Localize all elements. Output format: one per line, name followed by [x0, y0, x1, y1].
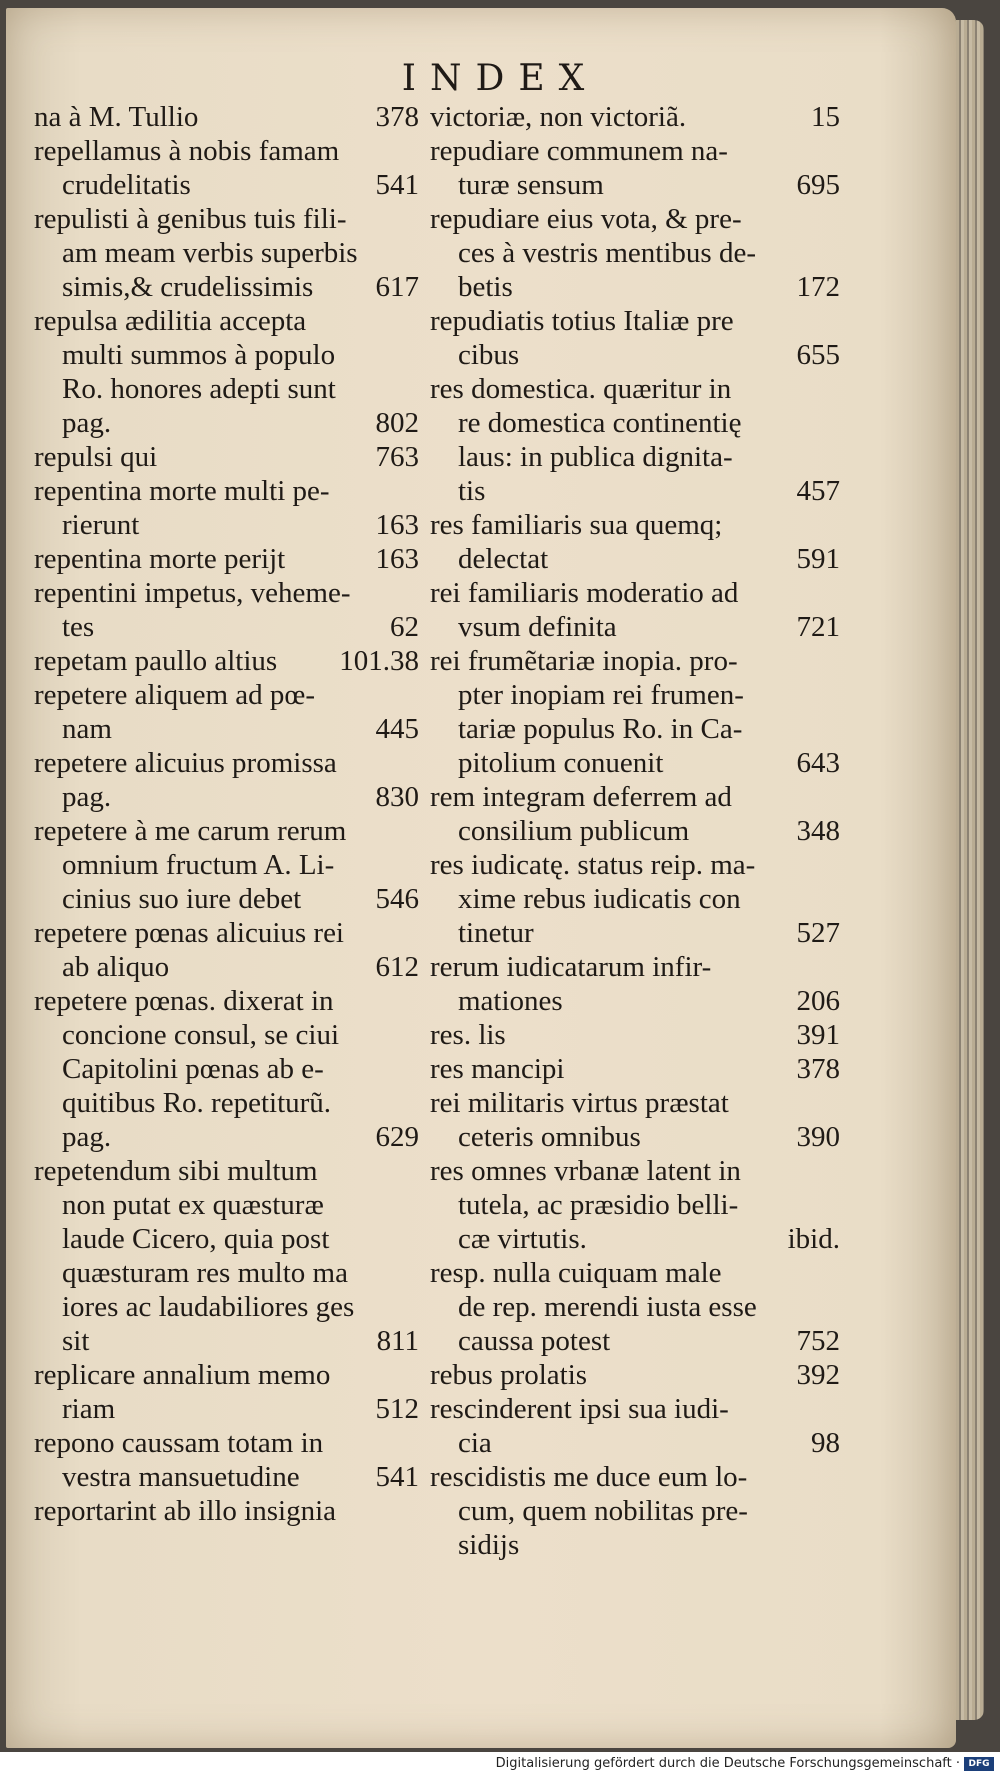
index-entry-line [430, 848, 840, 882]
entry-text: repetere aliquem ad pœ- [34, 679, 315, 711]
index-entry-line [34, 746, 419, 780]
entry-text: vsum definita [458, 611, 617, 643]
entry-text: pag. [62, 407, 112, 439]
entry-text: rierunt [62, 509, 140, 541]
index-entry [430, 848, 840, 950]
entry-text: sit [62, 1325, 90, 1357]
index-entry-line [34, 1392, 419, 1426]
index-entry-line [430, 406, 840, 440]
entry-text: riam [62, 1393, 116, 1425]
entry-text: delectat [458, 543, 549, 575]
entry-text: res iudicatę. status reip. ma- [430, 849, 756, 881]
index-entry [34, 1154, 419, 1358]
entry-text: na à M. Tullio [34, 101, 199, 133]
page-reference: 695 [796, 169, 840, 201]
index-entry-line [430, 1528, 840, 1562]
entry-text: tutela, ac præsidio belli- [458, 1189, 739, 1221]
page-reference: 655 [796, 339, 840, 371]
page-reference: ibid. [787, 1223, 840, 1255]
index-entry-line [34, 202, 419, 236]
index-entry [430, 644, 840, 780]
entry-text: mationes [458, 985, 563, 1017]
index-entry [430, 372, 840, 508]
index-entry-line [430, 202, 840, 236]
index-entry-line [430, 712, 840, 746]
page-reference: 348 [796, 815, 840, 847]
index-entry-line [430, 1256, 840, 1290]
page-reference: 98 [811, 1427, 840, 1459]
index-entry [34, 678, 419, 746]
entry-text: de rep. merendi iusta esse [458, 1291, 757, 1323]
footer-bar [0, 1752, 1000, 1776]
index-entry-line [34, 1426, 419, 1460]
entry-text: pter inopiam rei frumen- [458, 679, 744, 711]
entry-text: cibus [458, 339, 520, 371]
index-entry [34, 984, 419, 1154]
index-entry [430, 1154, 840, 1256]
entry-text: repetere à me carum rerum [34, 815, 347, 847]
index-entry-line [34, 1154, 419, 1188]
index-entry [430, 780, 840, 848]
page-reference: 802 [375, 407, 419, 439]
index-entry [34, 100, 419, 134]
index-entry-line [34, 338, 419, 372]
index-entry-line [34, 100, 419, 134]
entry-text: pag. [62, 781, 112, 813]
index-entry [430, 1392, 840, 1460]
entry-text: res. lis [430, 1019, 506, 1051]
index-entry-line [430, 1120, 840, 1154]
entry-text: res mancipi [430, 1053, 565, 1085]
page-reference: 15 [811, 101, 840, 133]
entry-text: ceteris omnibus [458, 1121, 641, 1153]
index-entry-line [430, 1018, 840, 1052]
index-entry-line [430, 1188, 840, 1222]
index-entry-line [34, 678, 419, 712]
page-reference: 378 [796, 1053, 840, 1085]
index-entry-line [34, 304, 419, 338]
page-reference: 527 [796, 917, 840, 949]
index-entry-line [430, 134, 840, 168]
index-entry-line [430, 576, 840, 610]
index-entry-line [430, 950, 840, 984]
page-reference: 629 [375, 1121, 419, 1153]
entry-text: repudiatis totius Italiæ pre [430, 305, 734, 337]
index-entry-line [430, 916, 840, 950]
index-entry [430, 576, 840, 644]
index-entry [430, 202, 840, 304]
entry-text: laus: in publica dignita- [458, 441, 733, 473]
index-entry-line [34, 950, 419, 984]
index-entry [430, 1460, 840, 1562]
index-entry-line [34, 1222, 419, 1256]
index-entry-line [34, 1290, 419, 1324]
index-entry-line [430, 168, 840, 202]
index-entry-line [430, 474, 840, 508]
entry-text: repulisti à genibus tuis fili- [34, 203, 347, 235]
index-column-left [34, 100, 419, 1528]
index-entry-line [34, 474, 419, 508]
entry-text: am meam verbis superbis [62, 237, 358, 269]
entry-text: cia [458, 1427, 492, 1459]
page-reference: 457 [796, 475, 840, 507]
index-entry [34, 814, 419, 916]
index-entry-line [430, 440, 840, 474]
index-entry-line [430, 270, 840, 304]
index-entry-line [34, 644, 419, 678]
entry-text: xime rebus iudicatis con [458, 883, 741, 915]
dfg-logo: DFG [964, 1757, 994, 1771]
entry-text: quitibus Ro. repetiturũ. [62, 1087, 332, 1119]
index-entry-line [430, 1494, 840, 1528]
entry-text: rei frumẽtariæ inopia. pro- [430, 645, 738, 677]
entry-text: Capitolini pœnas ab e- [62, 1053, 324, 1085]
entry-text: cinius suo iure debet [62, 883, 302, 915]
index-entry-line [34, 780, 419, 814]
entry-text: repetere pœnas. dixerat in [34, 985, 334, 1017]
entry-text: repetam paullo altius [34, 645, 278, 677]
index-entry [430, 1052, 840, 1086]
entry-text: cæ virtutis. [458, 1223, 587, 1255]
index-entry [34, 542, 419, 576]
entry-text: repentina morte perijt [34, 543, 286, 575]
index-entry-line [34, 576, 419, 610]
entry-text: turæ sensum [458, 169, 604, 201]
entry-text: repentina morte multi pe- [34, 475, 330, 507]
entry-text: reportarint ab illo insignia [34, 1495, 337, 1527]
footer-credit: Digitalisierung gefördert durch die Deutsche Forschungsgemeinschaft · [495, 1756, 960, 1771]
entry-text: rei militaris virtus præstat [430, 1087, 729, 1119]
index-entry-line [430, 372, 840, 406]
page-reference: 390 [796, 1121, 840, 1153]
entry-text: nam [62, 713, 112, 745]
index-entry [430, 1086, 840, 1154]
index-entry-line [34, 1120, 419, 1154]
index-entry [34, 474, 419, 542]
index-entry [430, 1018, 840, 1052]
index-entry-line [430, 1052, 840, 1086]
index-entry-line [34, 1188, 419, 1222]
page-reference: 172 [796, 271, 840, 303]
page-reference: 512 [375, 1393, 419, 1425]
entry-text: ces à vestris mentibus de- [458, 237, 756, 269]
entry-text: rerum iudicatarum infir- [430, 951, 712, 983]
index-entry-line [34, 406, 419, 440]
index-entry-line [430, 882, 840, 916]
entry-text: concione consul, se ciui [62, 1019, 340, 1051]
entry-text: iores ac laudabiliores ges [62, 1291, 355, 1323]
index-entry-line [430, 1392, 840, 1426]
entry-text: laude Cicero, quia post [62, 1223, 330, 1255]
entry-text: repellamus à nobis famam [34, 135, 340, 167]
page-reference: 763 [375, 441, 419, 473]
index-entry [34, 440, 419, 474]
index-entry-line [430, 814, 840, 848]
index-entry-line [430, 984, 840, 1018]
page-reference: 541 [375, 1461, 419, 1493]
entry-text: res omnes vrbanæ latent in [430, 1155, 741, 1187]
index-entry [430, 1358, 840, 1392]
entry-text: repetere alicuius promissa [34, 747, 337, 779]
page-reference: 163 [375, 509, 419, 541]
entry-text: replicare annalium memo [34, 1359, 331, 1391]
page-reference: 62 [390, 611, 419, 643]
index-entry-line [34, 1018, 419, 1052]
entry-text: repetendum sibi multum [34, 1155, 318, 1187]
index-entry-line [34, 1358, 419, 1392]
entry-text: repudiare communem na- [430, 135, 728, 167]
index-entry-line [34, 610, 419, 644]
entry-text: res familiaris sua quemq; [430, 509, 723, 541]
entry-text: tinetur [458, 917, 534, 949]
entry-text: simis,& crudelissimis [62, 271, 314, 303]
page-reference: 830 [375, 781, 419, 813]
entry-text: rescidistis me duce eum lo- [430, 1461, 748, 1493]
page-reference: 617 [375, 271, 419, 303]
index-entry [34, 1494, 419, 1528]
entry-text: caussa potest [458, 1325, 611, 1357]
entry-text: repono caussam totam in [34, 1427, 324, 1459]
entry-text: sidijs [458, 1529, 520, 1561]
index-entry-line [34, 712, 419, 746]
index-entry [34, 304, 419, 440]
page-reference: 541 [375, 169, 419, 201]
index-entry-line [430, 1290, 840, 1324]
page-reference: 591 [796, 543, 840, 575]
page-reference: 378 [375, 101, 419, 133]
entry-text: rei familiaris moderatio ad [430, 577, 739, 609]
index-entry-line [34, 1494, 419, 1528]
index-entry-line [430, 1222, 840, 1256]
index-entry [34, 134, 419, 202]
index-entry [430, 508, 840, 576]
index-entry-line [34, 372, 419, 406]
index-entry-line [34, 440, 419, 474]
index-entry-line [34, 882, 419, 916]
index-entry [34, 746, 419, 814]
page-reference: 643 [796, 747, 840, 779]
index-entry-line [430, 1460, 840, 1494]
index-entry-line [34, 916, 419, 950]
entry-text: repetere pœnas alicuius rei [34, 917, 344, 949]
index-entry-line [430, 338, 840, 372]
entry-text: repulsi qui [34, 441, 158, 473]
index-entry-line [34, 236, 419, 270]
page-reference: 811 [376, 1325, 419, 1357]
page-reference: 101.38 [339, 645, 419, 677]
index-entry-line [34, 270, 419, 304]
entry-text: rem integram deferrem ad [430, 781, 732, 813]
entry-text: quæsturam res multo ma [62, 1257, 348, 1289]
index-entry-line [34, 168, 419, 202]
page-reference: 392 [796, 1359, 840, 1391]
entry-text: repudiare eius vota, & pre- [430, 203, 742, 235]
entry-text: non putat ex quæsturæ [62, 1189, 324, 1221]
index-entry-line [430, 644, 840, 678]
index-entry-line [34, 984, 419, 1018]
entry-text: rebus prolatis [430, 1359, 588, 1391]
index-entry-line [430, 100, 840, 134]
index-entry-line [430, 236, 840, 270]
index-entry [34, 202, 419, 304]
page-reference: 721 [796, 611, 840, 643]
index-entry-line [430, 678, 840, 712]
page-header: INDEX [401, 58, 599, 99]
entry-text: tariæ populus Ro. in Ca- [458, 713, 743, 745]
entry-text: multi summos à populo [62, 339, 336, 371]
page-reference: 163 [375, 543, 419, 575]
entry-text: res domestica. quæritur in [430, 373, 732, 405]
entry-text: consilium publicum [458, 815, 690, 847]
index-column-right [430, 100, 840, 1562]
page-reference: 445 [375, 713, 419, 745]
entry-text: omnium fructum A. Li- [62, 849, 335, 881]
index-entry [430, 950, 840, 1018]
index-entry-line [430, 780, 840, 814]
index-entry [34, 644, 419, 678]
entry-text: repulsa ædilitia accepta [34, 305, 307, 337]
page-stack-edge [956, 20, 984, 1720]
entry-text: repentini impetus, veheme- [34, 577, 351, 609]
page-reference: 546 [375, 883, 419, 915]
entry-text: tis [458, 475, 486, 507]
index-entry [430, 1256, 840, 1358]
index-entry-line [34, 1324, 419, 1358]
entry-text: pitolium conuenit [458, 747, 664, 779]
index-entry [34, 916, 419, 984]
index-entry-line [430, 1086, 840, 1120]
index-entry [430, 134, 840, 202]
index-entry-line [34, 1256, 419, 1290]
index-entry-line [430, 1358, 840, 1392]
index-entry-line [430, 304, 840, 338]
index-entry-line [430, 1154, 840, 1188]
page-reference: 752 [796, 1325, 840, 1357]
entry-text: ab aliquo [62, 951, 170, 983]
entry-text: Ro. honores adepti sunt [62, 373, 336, 405]
index-entry-line [430, 746, 840, 780]
index-entry-line [34, 814, 419, 848]
entry-text: re domestica continentię [458, 407, 742, 439]
entry-text: betis [458, 271, 513, 303]
index-entry [430, 304, 840, 372]
page-reference: 206 [796, 985, 840, 1017]
index-entry-line [34, 542, 419, 576]
index-entry-line [34, 1052, 419, 1086]
index-entry-line [430, 542, 840, 576]
entry-text: crudelitatis [62, 169, 191, 201]
entry-text: resp. nulla cuiquam male [430, 1257, 722, 1289]
index-entry-line [430, 610, 840, 644]
entry-text: pag. [62, 1121, 112, 1153]
page-reference: 612 [375, 951, 419, 983]
index-entry [34, 1426, 419, 1494]
index-entry-line [34, 1460, 419, 1494]
page-reference: 391 [796, 1019, 840, 1051]
index-entry-line [430, 508, 840, 542]
index-entry-line [34, 1086, 419, 1120]
index-entry-line [430, 1426, 840, 1460]
index-entry-line [430, 1324, 840, 1358]
index-entry-line [34, 848, 419, 882]
index-entry [34, 1358, 419, 1426]
index-entry-line [34, 508, 419, 542]
index-entry [34, 576, 419, 644]
entry-text: vestra mansuetudine [62, 1461, 300, 1493]
index-entry-line [34, 134, 419, 168]
index-entry [430, 100, 840, 134]
entry-text: rescinderent ipsi sua iudi- [430, 1393, 729, 1425]
entry-text: victoriæ, non victoriã. [430, 101, 687, 133]
entry-text: cum, quem nobilitas pre- [458, 1495, 748, 1527]
entry-text: tes [62, 611, 95, 643]
